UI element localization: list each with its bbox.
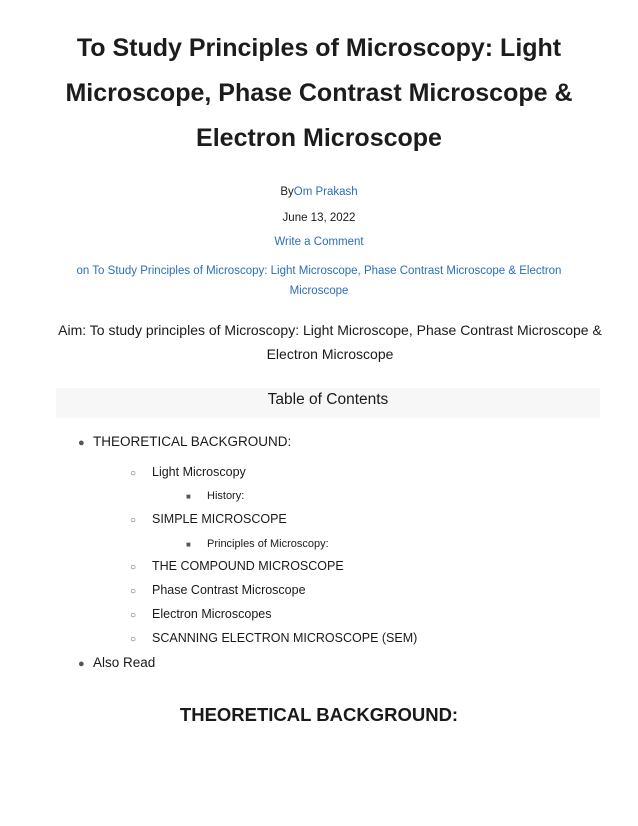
author-link[interactable]: Om Prakash [293,186,358,198]
toc-item-theoretical-background[interactable] [78,434,291,449]
toc-item-label: Electron Microscopes [152,607,272,621]
toc-item-light-microscopy[interactable] [130,465,246,479]
bullet-circle-icon: ○ [130,468,137,479]
toc-item-label: Phase Contrast Microscope [152,583,306,597]
bullet-circle-icon: ○ [130,515,137,526]
toc-item-phase-contrast-microscope[interactable] [130,583,306,597]
toc-item-label: SIMPLE MICROSCOPE [152,512,287,526]
bullet-square-icon: ■ [186,492,191,501]
post-date: June 13, 2022 [282,212,356,224]
toc-item-label: Principles of Microscopy: [207,538,329,550]
bullet-disc-icon: ● [78,437,85,449]
bullet-disc-icon: ● [78,658,85,670]
bullet-circle-icon: ○ [130,634,137,645]
section-heading: THEORETICAL BACKGROUND: [179,704,459,725]
bullet-square-icon: ■ [186,540,191,549]
toc-item-simple-microscope[interactable] [130,512,287,526]
toc-item-label: Light Microscopy [152,465,246,479]
write-comment-link[interactable]: Write a Comment [274,236,364,248]
bullet-circle-icon: ○ [130,586,137,597]
bullet-circle-icon: ○ [130,562,137,573]
aim-paragraph: Aim: To study principles of Microscopy: Light Microscope, Phase Contrast Microscope & Electron Microscope [58,322,602,362]
article-title: To Study Principles of Microscopy: Light Microscope, Phase Contrast Microscope & Electron Microscope [65,34,573,152]
bullet-circle-icon: ○ [130,610,137,621]
toc-item-label: THE COMPOUND MICROSCOPE [152,559,344,573]
byline [0,186,638,198]
toc-item-compound-microscope[interactable] [130,559,344,573]
toc-item-sem[interactable] [130,631,417,645]
comment-target-link[interactable]: on To Study Principles of Microscopy: Light Microscope, Phase Contrast Microscope & Electron Microscope [76,265,562,297]
byline-prefix: By [280,186,294,198]
toc-item-electron-microscopes[interactable] [130,607,272,621]
toc-item-label: Also Read [93,655,156,670]
toc-item-history[interactable] [186,490,244,502]
toc-heading[interactable]: Table of Contents [56,388,600,418]
toc-item-also-read[interactable] [78,655,155,670]
toc-item-label: SCANNING ELECTRON MICROSCOPE (SEM) [152,631,418,645]
toc-item-label: History: [207,490,245,502]
toc-item-label: THEORETICAL BACKGROUND: [93,434,292,449]
toc-item-principles-of-microscopy[interactable] [186,538,329,550]
